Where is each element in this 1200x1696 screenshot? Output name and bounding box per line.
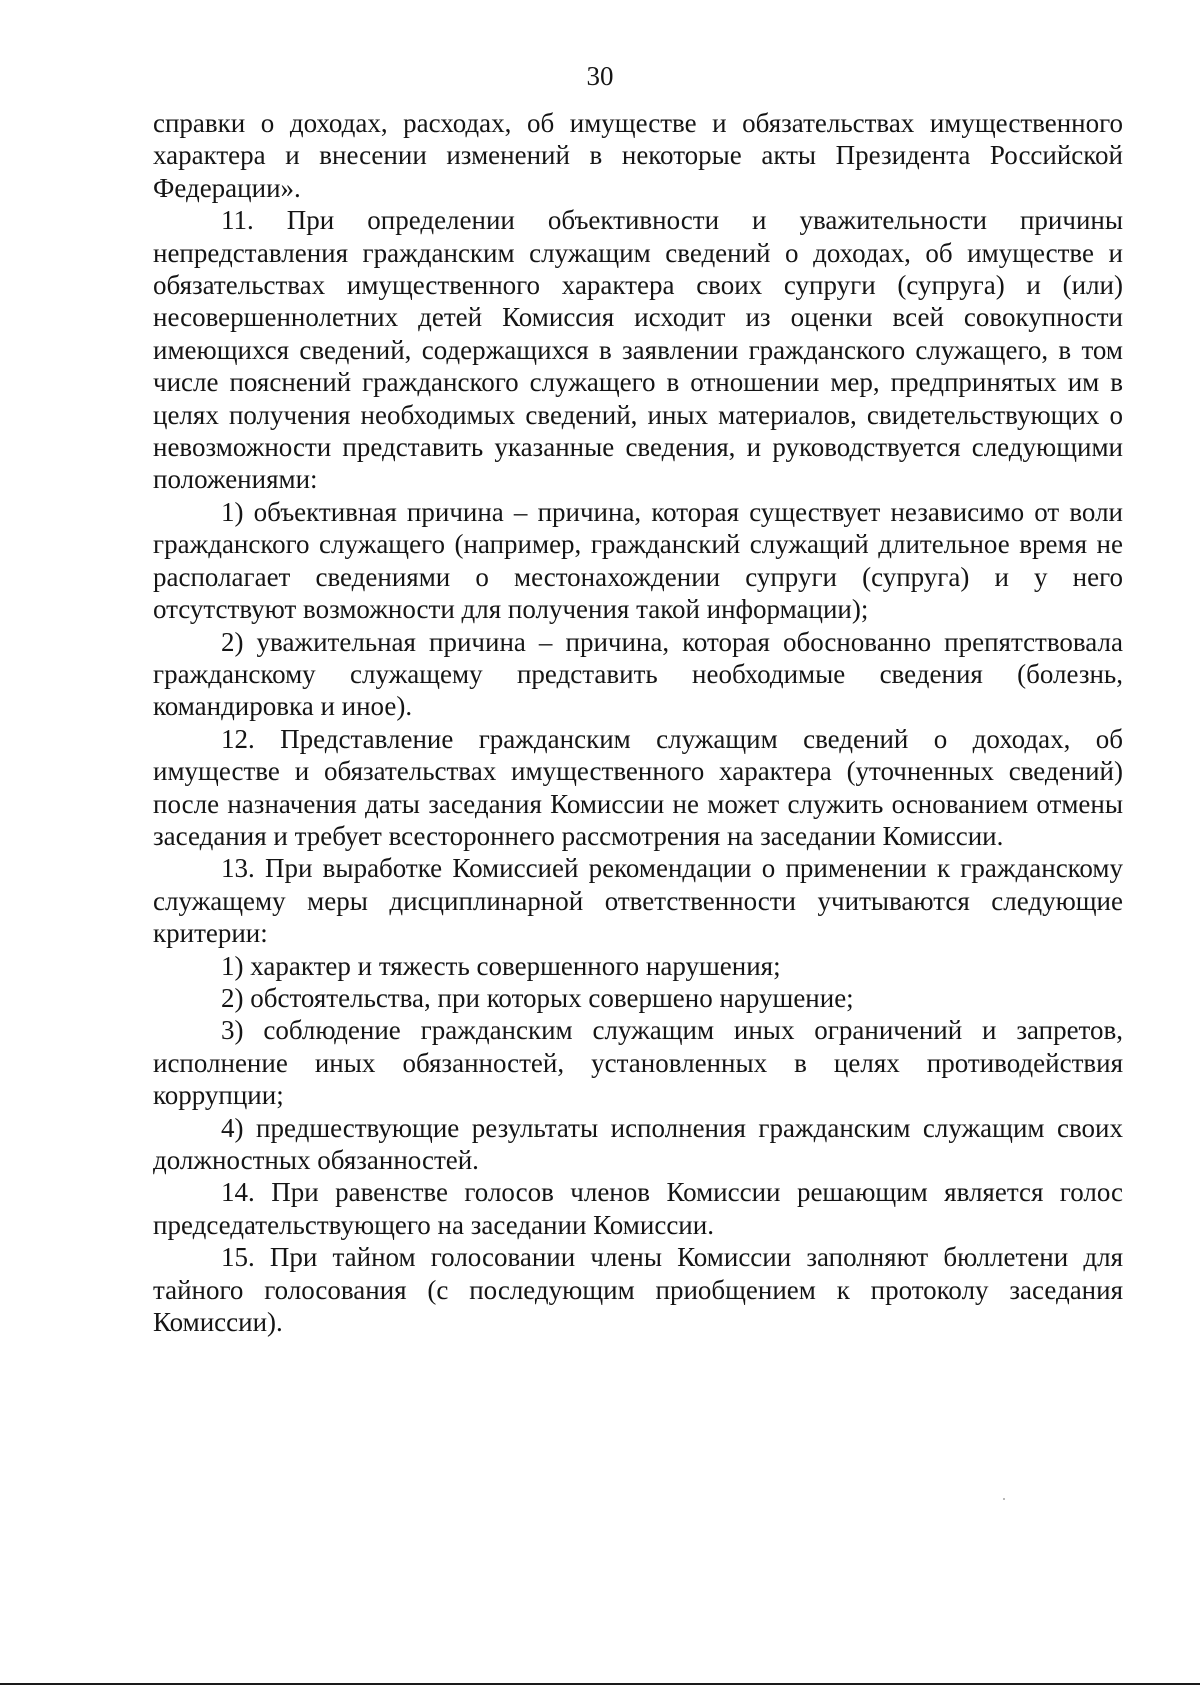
paragraph-item-13-4: 4) предшествующие результаты исполнения гражданским служащим своих должностных обязанностей. — [153, 1112, 1123, 1175]
document-body — [153, 107, 1123, 1338]
paragraph-item-15: 15. При тайном голосовании члены Комиссии заполняют бюллетени для тайного голосования (с последующим приобщением к протоколу заседания Комиссии). — [153, 1242, 1123, 1338]
paragraph-item-11-2: 2) уважительная причина – причина, которая обоснованно препятствовала гражданскому служащему представить необходимые сведения (болезнь, командировка и иное). — [153, 626, 1123, 722]
paragraph-item-13-3: 3) соблюдение гражданским служащим иных ограничений и запретов, исполнение иных обязанностей, установленных в целях противодействия коррупции; — [153, 1015, 1123, 1111]
page-bottom-edge — [0, 1683, 1200, 1685]
scan-artifact — [1003, 1498, 1005, 1500]
paragraph-item-13: 13. При выработке Комиссией рекомендации о применении к гражданскому служащему меры дисциплинарной ответственности учитываются следующие критерии: — [153, 853, 1123, 949]
page-number: 30 — [586, 61, 614, 91]
paragraph-item-12: 12. Представление гражданским служащим сведений о доходах, об имуществе и обязательствах имущественного характера (уточненных сведений) после назначения даты заседания Комиссии не может служить основанием отмены заседания и требует всестороннего рассмотрения на заседании Комиссии. — [153, 723, 1123, 851]
paragraph-item-13-1: 1) характер и тяжесть совершенного нарушения; — [221, 950, 781, 981]
paragraph-item-13-2: 2) обстоятельства, при которых совершено нарушение; — [221, 982, 854, 1013]
paragraph-item-11-1: 1) объективная причина – причина, которая существует независимо от воли гражданского служащего (например, гражданский служащий длительное время не располагает сведениями о местонахождении супруги (супруга) и у него отсутствуют возможности для получения такой информации); — [153, 496, 1123, 625]
paragraph-continuation: справки о доходах, расходах, об имуществе и обязательствах имущественного характера и внесении изменений в некоторые акты Президента Российской Федерации». — [153, 108, 1123, 203]
paragraph-item-14: 14. При равенстве голосов членов Комиссии решающим является голос председательствующего на заседании Комиссии. — [153, 1177, 1123, 1240]
paragraph-item-11: 11. При определении объективности и уважительности причины непредставления гражданским служащим сведений о доходах, об имуществе и обязательствах имущественного характера своих супруги (супруга) и (или) несовершеннолетних детей Комиссия исходит из оценки всей совокупности имеющихся сведений, содержащихся в заявлении гражданского служащего, в том числе пояснений гражданского служащего в отношении мер, предпринятых им в целях получения необходимых сведений, иных материалов, свидетельствующих о невозможности представить указанные сведения, и руководствуется следующими положениями: — [153, 205, 1123, 495]
